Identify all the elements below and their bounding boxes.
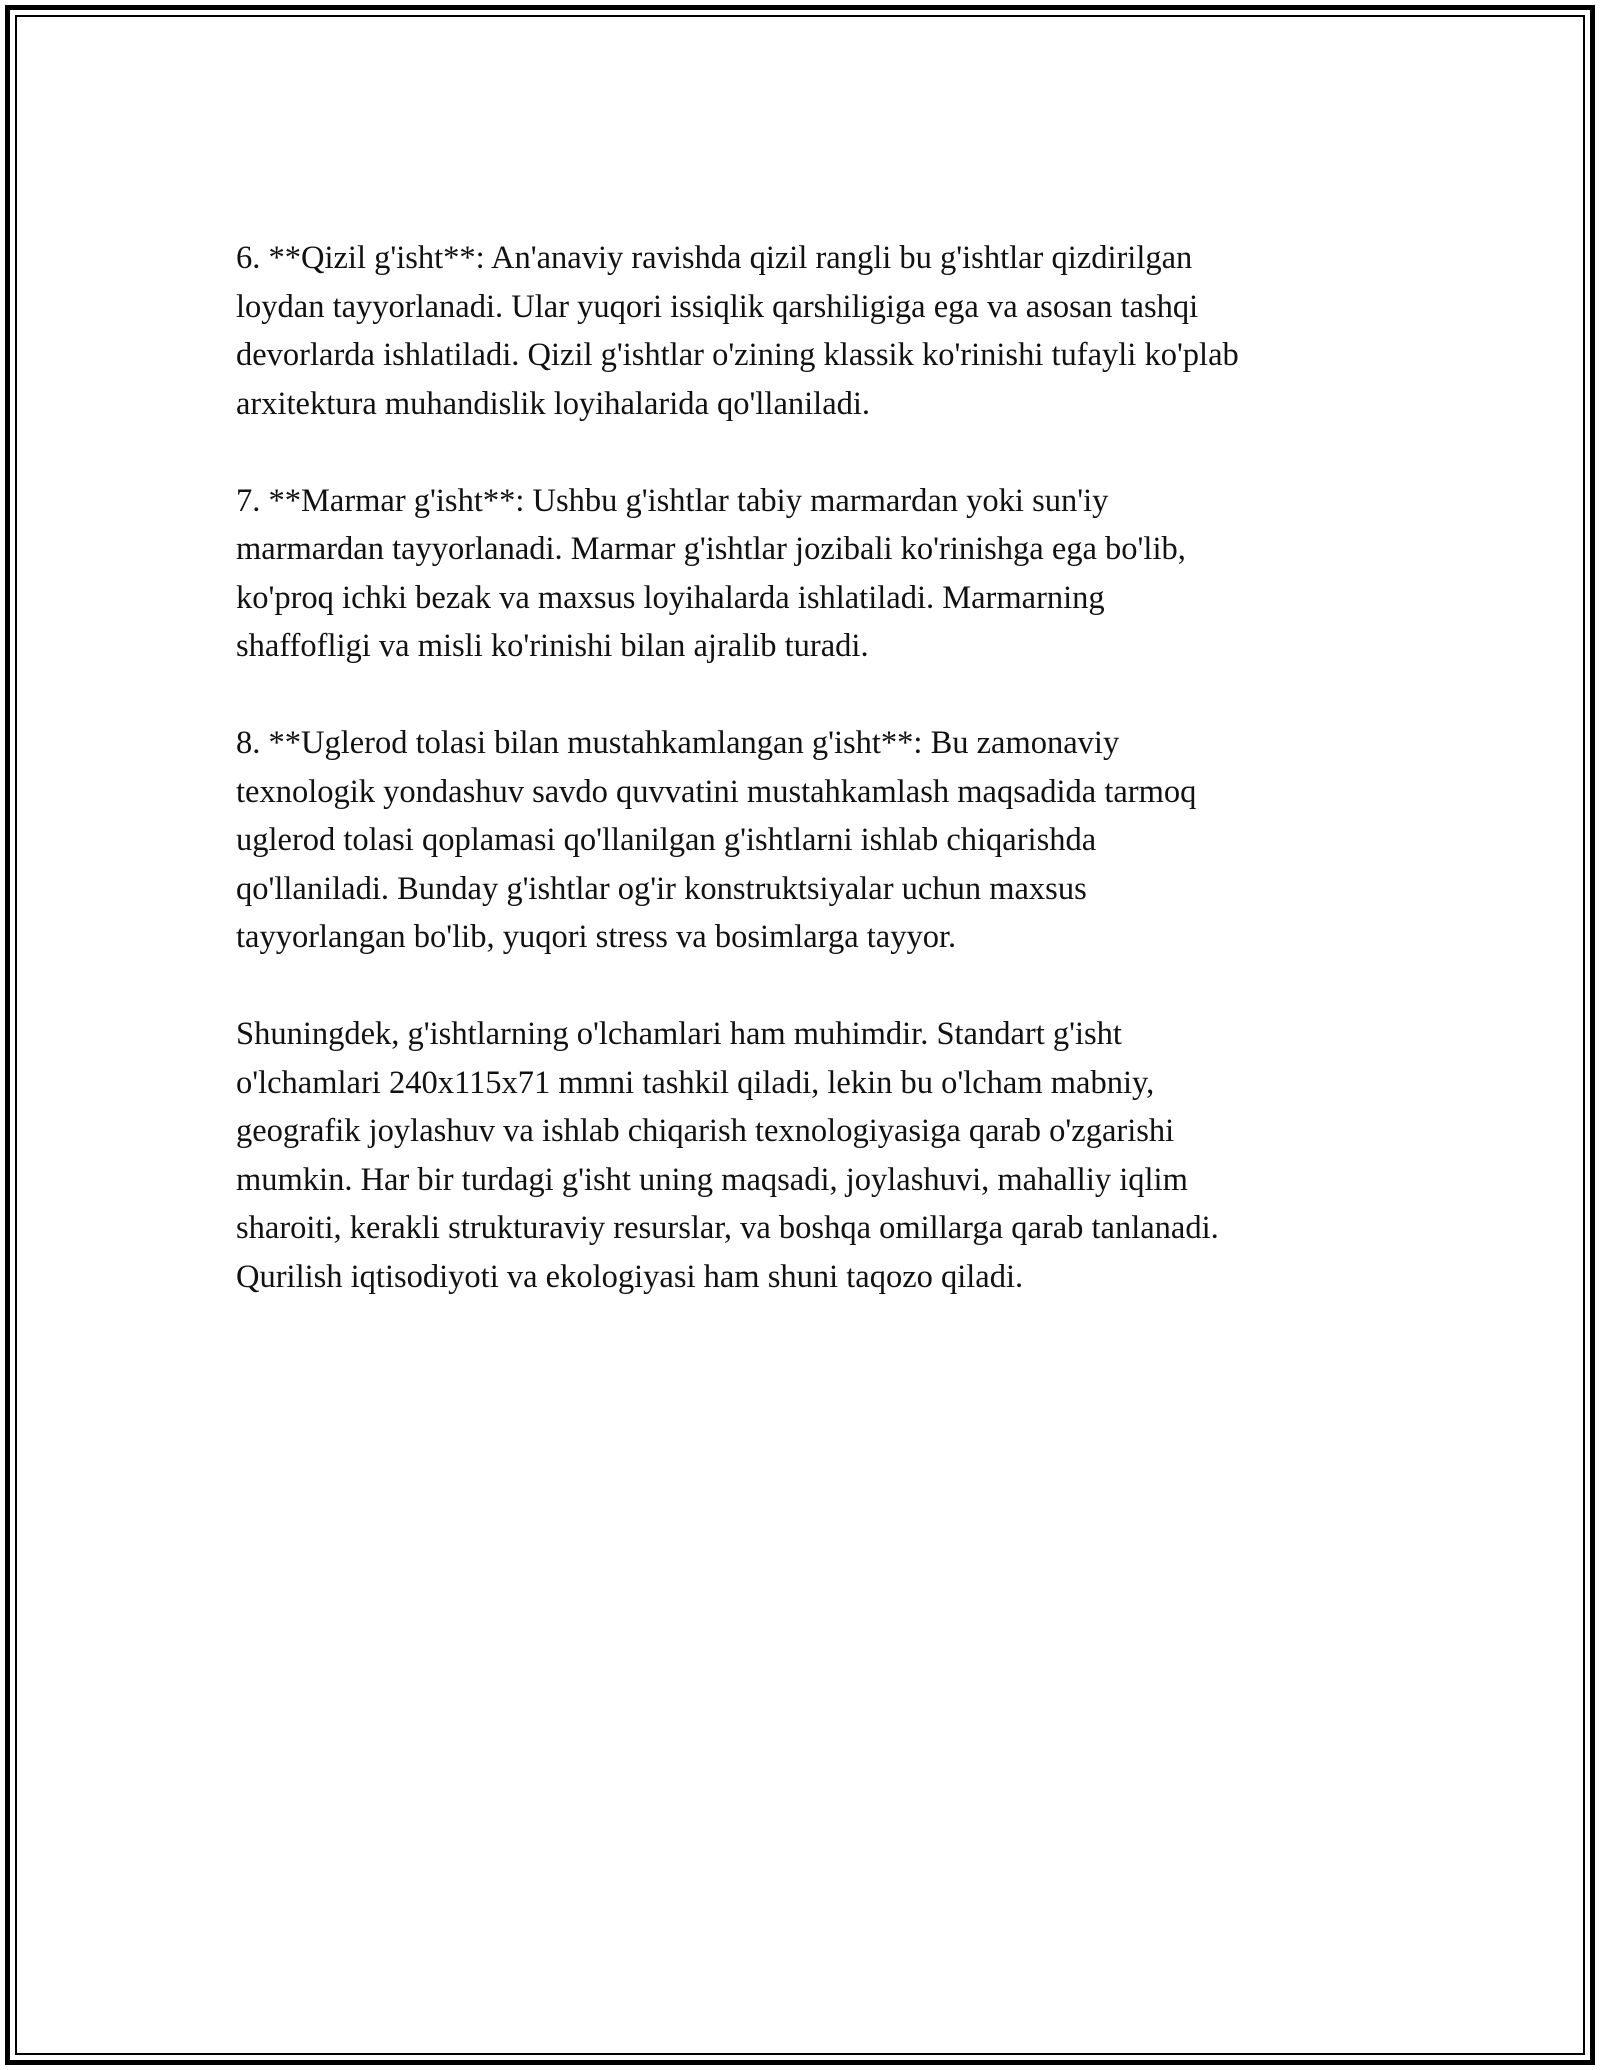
text-line: 7. **Marmar g'isht**: Ushbu g'ishtlar tabiy marmardan yoki sun'iy	[236, 482, 1109, 519]
text-line: marmardan tayyorlanadi. Marmar g'ishtlar jozibali ko'rinishga ega bo'lib,	[236, 531, 1186, 567]
text-line: shaffofligi va misli ko'rinishi bilan ajralib turadi.	[236, 628, 869, 664]
text-line: texnologik yondashuv savdo quvvatini mustahkamlash maqsadida tarmoq	[236, 773, 1197, 810]
text-line: o'lchamlari 240x115x71 mmni tashkil qiladi, lekin bu o'lcham mabniy,	[236, 1064, 1155, 1101]
text-line: mumkin. Har bir turdagi g'isht uning maqsadi, joylashuvi, mahalliy iqlim	[236, 1161, 1188, 1198]
paragraph-red-brick	[236, 234, 1386, 428]
text-line: Shuningdek, g'ishtlarning o'lchamlari ham muhimdir. Standart g'isht	[236, 1016, 1122, 1052]
text-line: tayyorlangan bo'lib, yuqori stress va bosimlarga tayyor.	[236, 919, 957, 955]
text-line: arxitektura muhandislik loyihalarida qo'llaniladi.	[236, 385, 871, 422]
paragraph-brick-dimensions	[236, 1010, 1386, 1301]
text-line: uglerod tolasi qoplamasi qo'llanilgan g'ishtlarni ishlab chiqarishda	[236, 822, 1097, 858]
text-line: devorlarda ishlatiladi. Qizil g'ishtlar o'zining klassik ko'rinishi tufayli ko'plab	[236, 337, 1239, 373]
document-body	[236, 234, 1386, 1350]
text-line: geografik joylashuv va ishlab chiqarish texnologiyasiga qarab o'zgarishi	[236, 1113, 1175, 1149]
text-line: loydan tayyorlanadi. Ular yuqori issiqlik qarshiligiga ega va asosan tashqi	[236, 288, 1199, 325]
paragraph-carbon-fiber-brick	[236, 719, 1386, 962]
text-line: qo'llaniladi. Bunday g'ishtlar og'ir konstruktsiyalar uchun maxsus	[236, 870, 1087, 907]
text-line: ko'proq ichki bezak va maxsus loyihalarda ishlatiladi. Marmarning	[236, 579, 1105, 616]
text-line: 6. **Qizil g'isht**: An'anaviy ravishda qizil rangli bu g'ishtlar qizdirilgan	[236, 240, 1193, 276]
text-line: 8. **Uglerod tolasi bilan mustahkamlangan g'isht**: Bu zamonaviy	[236, 725, 1120, 761]
text-line: sharoiti, kerakli strukturaviy resurslar, va boshqa omillarga qarab tanlanadi.	[236, 1210, 1219, 1246]
paragraph-marble-brick	[236, 477, 1386, 671]
text-line: Qurilish iqtisodiyoti va ekologiyasi ham shuni taqozo qiladi.	[236, 1258, 1024, 1295]
